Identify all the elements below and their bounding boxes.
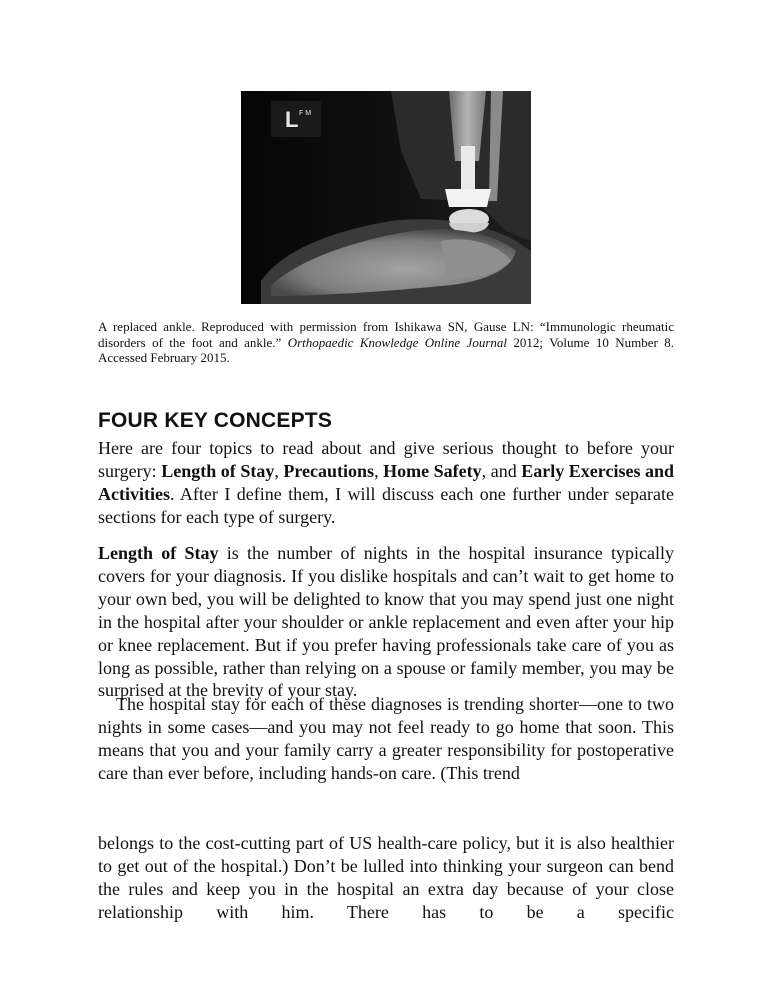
concept-home-safety: Home Safety: [383, 460, 482, 481]
length-of-stay-term: Length of Stay: [98, 543, 219, 563]
length-of-stay-text: is the number of nights in the hospital insurance typically covers for your diagnosis. If you dislike hospitals and can’t wait to get home to your own bed, you will be delighted to know that you may spend just one night in the hospital after your shoulder or ankle replacement and even after your hip or knee replacement. But if you prefer having professionals take care of you as long as possible, rather than relying on a spouse or family member, you may be surprised at the brevity of your stay.: [98, 543, 675, 701]
intro-text: Here are four topics to read about and give serious thought to before your surgery:: [98, 438, 674, 481]
caption-text: A replaced ankle. Reproduced with permission from Ishikawa SN, Gause LN: “Immunologic rheumatic disorders of the foot and ankle.”: [98, 319, 674, 350]
intro-sep: ,: [374, 460, 384, 481]
hospital-stay-paragraph-continued: belongs to the cost-cutting part of US health-care policy, but it is also healthier to get out of the hospital.) Don’t be lulled into thinking your surgeon can bend the rules and keep you in the hospital an extra day because of your close relationship with him. There has to be a specific: [98, 833, 674, 922]
concept-length-of-stay: Length of Stay: [161, 460, 275, 481]
caption-text-end: 2012; Volume 10 Number 8. Accessed February 2015.: [98, 334, 674, 365]
concept-early-exercises: Early Exercises and Activities: [98, 460, 675, 504]
intro-sep: , and: [481, 460, 522, 481]
length-of-stay-paragraph: [98, 542, 674, 702]
hospital-stay-paragraph: The hospital stay for each of these diagnoses is trending shorter—one to two nights in some cases—and you may not feel ready to go home that soon. This means that you and your family carry a greater responsibility for postoperative care than ever before, including hands-on care. (This trend: [98, 694, 674, 783]
intro-paragraph: [98, 437, 674, 529]
intro-text-end: . After I define them, I will discuss each one further under separate sections for each type of surgery.: [98, 483, 674, 527]
xray-marker-letters: F M: [299, 110, 312, 117]
intro-sep: ,: [274, 460, 284, 481]
caption-journal: Orthopaedic Knowledge Online Journal: [287, 334, 507, 350]
concept-precautions: Precautions: [283, 460, 375, 481]
section-heading: FOUR KEY CONCEPTS: [98, 409, 333, 432]
ankle-xray-image: [241, 91, 531, 304]
xray-side-label: L: [285, 107, 299, 132]
figure-caption: [98, 319, 674, 366]
xray-illustration: [241, 91, 531, 304]
